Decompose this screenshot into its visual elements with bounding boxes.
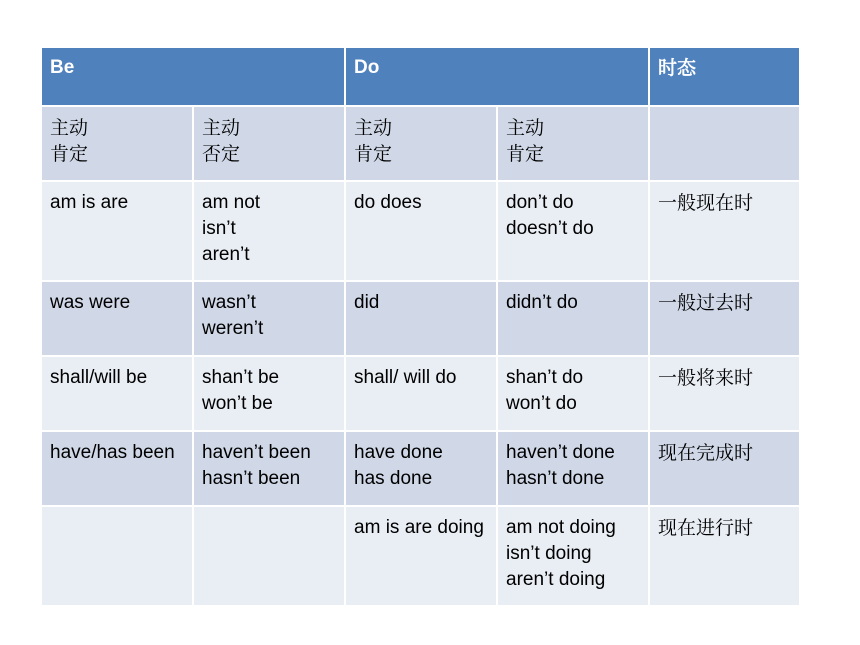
cell-tense: 一般现在时 (649, 181, 800, 281)
subheader-row (41, 106, 800, 181)
cell-line: has done (354, 468, 433, 489)
cell-do-negative (497, 281, 649, 356)
cell-be-negative (193, 506, 345, 606)
cell-line: shan’t do (506, 367, 584, 388)
cell-line: hasn’t done (506, 468, 605, 489)
cell-do-negative (497, 506, 649, 606)
cell-line: have done (354, 442, 443, 463)
cell-line: 主动 (202, 117, 241, 139)
cell-line: won’t be (202, 393, 273, 414)
cell-be-positive (41, 431, 193, 506)
cell-line: aren’t doing (506, 569, 606, 590)
cell-line: isn’t (202, 218, 236, 239)
cell-line: didn’t do (506, 292, 578, 313)
cell-do-positive (345, 356, 497, 431)
subheader-be-positive (41, 106, 193, 181)
cell-tense: 现在完成时 (649, 431, 800, 506)
cell-line: 肯定 (50, 143, 89, 165)
cell-tense: 现在进行时 (649, 506, 800, 606)
cell-do-positive (345, 181, 497, 281)
cell-line: hasn’t been (202, 468, 301, 489)
cell-be-positive (41, 281, 193, 356)
cell-line: aren’t (202, 244, 250, 265)
cell-be-negative (193, 281, 345, 356)
cell-line: weren’t (202, 318, 264, 339)
cell-be-positive (41, 506, 193, 606)
cell-line: haven’t been (202, 442, 311, 463)
cell-line: doesn’t do (506, 218, 594, 239)
cell-be-negative (193, 356, 345, 431)
cell-line: do does (354, 192, 422, 213)
cell-line: 主动 (506, 117, 545, 139)
subheader-tense (649, 106, 800, 181)
header-be: Be (41, 47, 345, 106)
cell-line: 主动 (354, 117, 393, 139)
subheader-do-positive (345, 106, 497, 181)
cell-do-positive (345, 506, 497, 606)
cell-line: haven’t done (506, 442, 615, 463)
cell-line: have/has been (50, 442, 175, 463)
tense-table (40, 46, 801, 607)
table-row (41, 431, 800, 506)
cell-line: shall/will be (50, 367, 148, 388)
cell-tense: 一般过去时 (649, 281, 800, 356)
cell-do-negative (497, 356, 649, 431)
cell-line: am not (202, 192, 261, 213)
cell-be-negative (193, 181, 345, 281)
cell-line: shall/ will do (354, 367, 457, 388)
subheader-be-negative (193, 106, 345, 181)
cell-line: did (354, 292, 380, 313)
cell-line: am not doing (506, 517, 616, 538)
cell-tense: 一般将来时 (649, 356, 800, 431)
cell-line: shan’t be (202, 367, 280, 388)
cell-line: am is are (50, 192, 129, 213)
cell-line: 主动 (50, 117, 89, 139)
table-row (41, 281, 800, 356)
cell-line: won’t do (506, 393, 577, 414)
subheader-do-negative (497, 106, 649, 181)
cell-line: don’t do (506, 192, 574, 213)
table-row (41, 356, 800, 431)
cell-be-negative (193, 431, 345, 506)
cell-be-positive (41, 356, 193, 431)
header-do: Do (345, 47, 649, 106)
table-row (41, 181, 800, 281)
cell-do-negative (497, 431, 649, 506)
cell-line: isn’t doing (506, 543, 592, 564)
cell-line: am is are doing (354, 517, 484, 538)
cell-line: 肯定 (354, 143, 393, 165)
cell-line: 肯定 (506, 143, 545, 165)
cell-line: was were (50, 292, 131, 313)
cell-be-positive (41, 181, 193, 281)
cell-line: wasn’t (202, 292, 256, 313)
table-row (41, 506, 800, 606)
header-tense: 时态 (649, 47, 800, 106)
cell-do-positive (345, 281, 497, 356)
cell-do-positive (345, 431, 497, 506)
header-row (41, 47, 800, 106)
cell-do-negative (497, 181, 649, 281)
cell-line: 否定 (202, 143, 241, 165)
